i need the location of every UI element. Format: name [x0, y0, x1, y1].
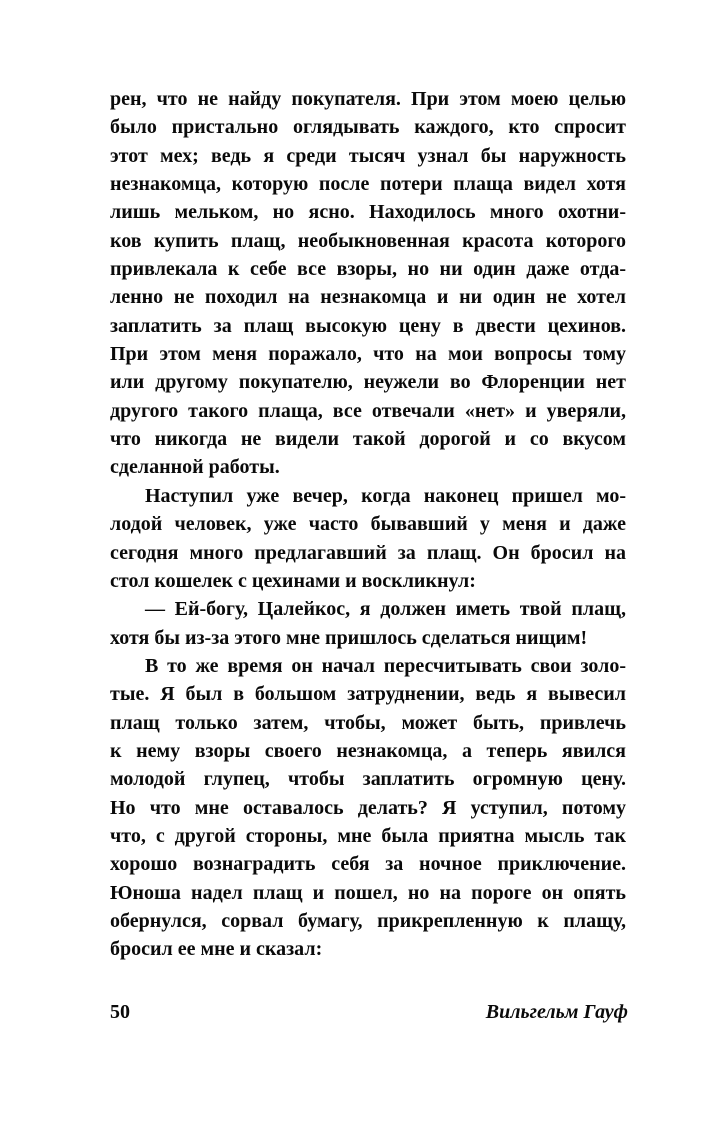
- text-line: лодой человек, уже часто бывавший у меня и даже: [110, 513, 626, 536]
- text-line: стол кошелек с цехинами и воскликнул:: [110, 569, 476, 592]
- text-line: к нему взоры своего незнакомца, а теперь явился: [110, 739, 626, 762]
- text-line: Но что мне оставалось делать? Я уступил, потому: [110, 796, 626, 819]
- text-line: плащ только затем, чтобы, может быть, привлечь: [110, 711, 626, 734]
- text-line: или другому покупателю, неужели во Флоренции нет: [110, 371, 626, 394]
- text-line: хорошо вознаградить себя за ночное приключение.: [110, 853, 626, 876]
- page-text: [110, 85, 626, 964]
- page-footer: [110, 998, 628, 1026]
- text-line: что, с другой стороны, мне была приятна мысль так: [110, 824, 626, 847]
- text-line: заплатить за плащ высокую цену в двести цехинов.: [110, 314, 626, 337]
- text-line: сегодня много предлагавший за плащ. Он бросил на: [110, 541, 626, 564]
- text-line: Наступил уже вечер, когда наконец пришел мо-: [145, 484, 626, 507]
- running-title: Вильгельм Гауф: [485, 1001, 628, 1023]
- text-line: рен, что не найду покупателя. При этом моею целью: [110, 88, 626, 110]
- text-line: сделанной работы.: [110, 456, 280, 479]
- page-number: 50: [110, 1001, 130, 1023]
- text-line: незнакомца, которую после потери плаща видел хотя: [110, 173, 626, 196]
- text-line: Юноша надел плащ и пошел, но на пороге он опять: [110, 881, 626, 904]
- text-line: было пристально оглядывать каждого, кто спросит: [110, 116, 626, 139]
- text-line: что никогда не видели такой дорогой и со вкусом: [110, 428, 626, 451]
- text-line: При этом меня поражало, что на мои вопросы тому: [110, 343, 626, 366]
- text-line: хотя бы из-за этого мне пришлось сделаться нищим!: [110, 626, 588, 649]
- text-line: ков купить плащ, необыкновенная красота которого: [110, 229, 626, 252]
- text-line: В то же время он начал пересчитывать свои золо-: [145, 654, 626, 677]
- text-line: лишь мельком, но ясно. Находилось много охотни-: [110, 201, 626, 224]
- text-line: — Ей-богу, Цалейкос, я должен иметь твой плащ,: [145, 598, 626, 621]
- text-line: другого такого плаща, все отвечали «нет» и уверяли,: [110, 399, 626, 422]
- text-line: тые. Я был в большом затруднении, ведь я вывесил: [110, 683, 626, 706]
- text-line: молодой глупец, чтобы заплатить огромную цену.: [110, 768, 626, 791]
- text-line: этот мех; ведь я среди тысяч узнал бы наружность: [110, 144, 626, 167]
- text-line: ленно не походил на незнакомца и ни один не хотел: [110, 286, 626, 309]
- text-line: привлекала к себе все взоры, но ни один даже отда-: [110, 258, 626, 281]
- text-line: бросил ее мне и сказал:: [110, 938, 323, 961]
- text-line: обернулся, сорвал бумагу, прикрепленную к плащу,: [110, 909, 626, 932]
